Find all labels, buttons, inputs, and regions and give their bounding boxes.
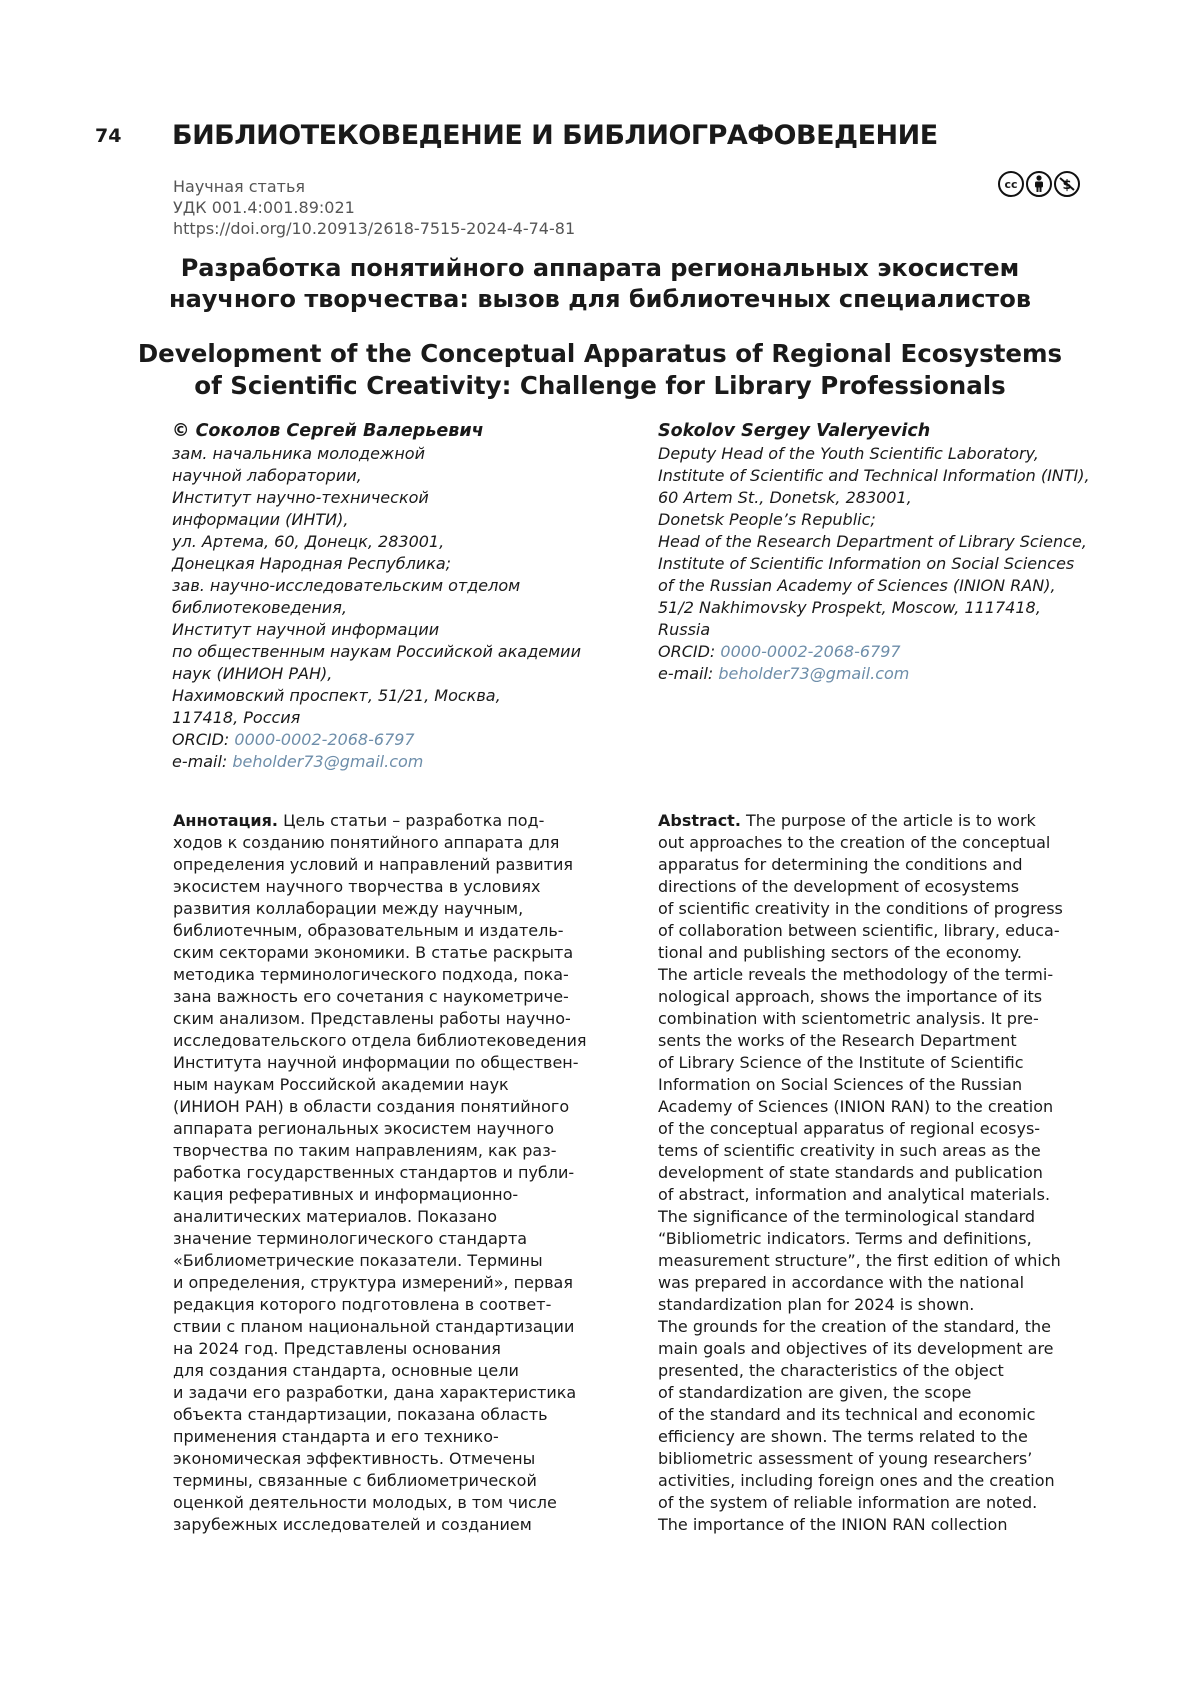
affiliation-line: Нахимовский проспект, 51/21, Москва, (172, 685, 632, 707)
article-meta (173, 176, 575, 239)
affiliation-line: Donetsk People’s Republic; (658, 509, 1128, 531)
noncommercial-icon (1054, 171, 1080, 197)
affiliation-line: Донецкая Народная Республика; (172, 553, 632, 575)
title-ru-line: Разработка понятийного аппарата региональных экосистем (130, 253, 1070, 284)
affiliation-line: библиотековедения, (172, 597, 632, 619)
email-label: e-mail: (172, 752, 232, 771)
author-name: Sokolov Sergey Valeryevich (658, 420, 1128, 442)
affiliation-line: Institute of Scientific Information on Social Sciences (658, 553, 1128, 575)
abstract-label: Аннотация. (173, 811, 278, 830)
affiliation-line: of the Russian Academy of Sciences (INION RAN), (658, 575, 1128, 597)
title-english (130, 338, 1070, 402)
affiliation-line: зав. научно-исследовательским отделом (172, 575, 632, 597)
title-en-line: Development of the Conceptual Apparatus of Regional Ecosystems (130, 338, 1070, 370)
author-block-english (658, 420, 1128, 685)
license-badges[interactable] (998, 171, 1080, 197)
author-name: © Соколов Сергей Валерьевич (172, 420, 632, 442)
affiliation-line: 117418, Россия (172, 707, 632, 729)
affiliation-line: Deputy Head of the Youth Scientific Laboratory, (658, 443, 1128, 465)
orcid-line (658, 641, 1128, 663)
affiliation-line: ул. Артема, 60, Донецк, 283001, (172, 531, 632, 553)
orcid-line (172, 729, 632, 751)
affiliation-line: наук (ИНИОН РАН), (172, 663, 632, 685)
orcid-label: ORCID: (658, 642, 720, 661)
abstract-text: The purpose of the article is to work out approaches to the creation of the conceptual apparatus for determining the conditions and directions of the development of ecosystems of scientific creativity in the conditions of progress of collaboration between scientific, library, educa- tional and publishing sectors of the economy. The article reveals the methodology of the termi- nological approach, shows the importance of its combination with scientometric analysis. It pre- sents the works of the Research Department of Library Science of the Institute of Scientific Information on Social Sciences of the Russian Academy of Sciences (INION RAN) to the creation of the conceptual apparatus of regional ecosys- tems of scientific creativity in such areas as the development of state standards and publication of abstract, information and analytical materials. The significance of the terminological standard “Bibliometric indicators. Terms and definitions, measurement structure”, the first edition of which was prepared in accordance with the national standardization plan for 2024 is shown. The grounds for the creation of the standard, the main goals and objectives of its development are presented, the characteristics of the object of standardization are given, the scope of the standard and its technical and economic efficiency are shown. The terms related to the bibliometric assessment of young researchers’ activities, including foreign ones and the creation of the system of reliable information are noted. The importance of the INION RAN collection (658, 811, 1063, 1534)
abstract-russian (173, 810, 623, 1536)
cc-icon: cc (998, 171, 1024, 197)
author-block-russian (172, 420, 632, 773)
affiliation-line: Head of the Research Department of Library Science, (658, 531, 1128, 553)
affiliation-line: научной лаборатории, (172, 465, 632, 487)
affiliation-line: информации (ИНТИ), (172, 509, 632, 531)
email-line (658, 663, 1128, 685)
article-type: Научная статья (173, 176, 575, 197)
affiliation-line: 60 Artem St., Donetsk, 283001, (658, 487, 1128, 509)
section-title: БИБЛИОТЕКОВЕДЕНИЕ И БИБЛИОГРАФОВЕДЕНИЕ (172, 120, 938, 151)
title-ru-line: научного творчества: вызов для библиотечных специалистов (130, 284, 1070, 315)
udk-code: УДК 001.4:001.89:021 (173, 197, 575, 218)
affiliation-line: по общественным наукам Российской академии (172, 641, 632, 663)
email-label: e-mail: (658, 664, 718, 683)
email-line (172, 751, 632, 773)
affiliation-line: Institute of Scientific and Technical Information (INTI), (658, 465, 1128, 487)
doi-link[interactable]: https://doi.org/10.20913/2618-7515-2024-4-74-81 (173, 218, 575, 239)
orcid-link[interactable]: 0000-0002-2068-6797 (234, 730, 414, 749)
affiliation-line: Институт научно-технической (172, 487, 632, 509)
affiliation-line: Russia (658, 619, 1128, 641)
title-russian (130, 253, 1070, 315)
orcid-link[interactable]: 0000-0002-2068-6797 (720, 642, 900, 661)
title-en-line: of Scientific Creativity: Challenge for Library Professionals (130, 370, 1070, 402)
abstract-english (658, 810, 1118, 1536)
abstract-text: Цель статьи – разработка под- ходов к созданию понятийного аппарата для определения условий и направлений развития экосистем научного творчества в условиях развития коллаборации между научным, библиотечным, образовательным и издатель- ским секторами экономики. В статье раскрыта методика терминологического подхода, пока- зана важность его сочетания с наукометриче- ским анализом. Представлены работы научно- исследовательского отдела библиотековедения Института научной информации по обществен- ным наукам Российской академии наук (ИНИОН РАН) в области создания понятийного аппарата региональных экосистем научного творчества по таким направлениям, как раз- работка государственных стандартов и публи- кация реферативных и информационно- аналитических материалов. Показано значение терминологического стандарта «Библиометрические показатели. Термины и определения, структура измерений», первая редакция которого подготовлена в соответ- ствии с планом национальной стандартизации на 2024 год. Представлены основания для создания стандарта, основные цели и задачи его разработки, дана характеристика объекта стандартизации, показана область применения стандарта и его технико- экономическая эффективность. Отмечены термины, связанные с библиометрической оценкой деятельности молодых, в том числе зарубежных исследователей и созданием (173, 811, 586, 1534)
svg-text:$: $ (1062, 178, 1071, 193)
affiliation-line: 51/2 Nakhimovsky Prospekt, Moscow, 1117418, (658, 597, 1128, 619)
affiliation-line: зам. начальника молодежной (172, 443, 632, 465)
page-number: 74 (95, 125, 121, 147)
orcid-label: ORCID: (172, 730, 234, 749)
email-link[interactable]: beholder73@gmail.com (718, 664, 909, 683)
attribution-icon (1026, 171, 1052, 197)
affiliation-line: Институт научной информации (172, 619, 632, 641)
abstract-label: Abstract. (658, 811, 741, 830)
email-link[interactable]: beholder73@gmail.com (232, 752, 423, 771)
